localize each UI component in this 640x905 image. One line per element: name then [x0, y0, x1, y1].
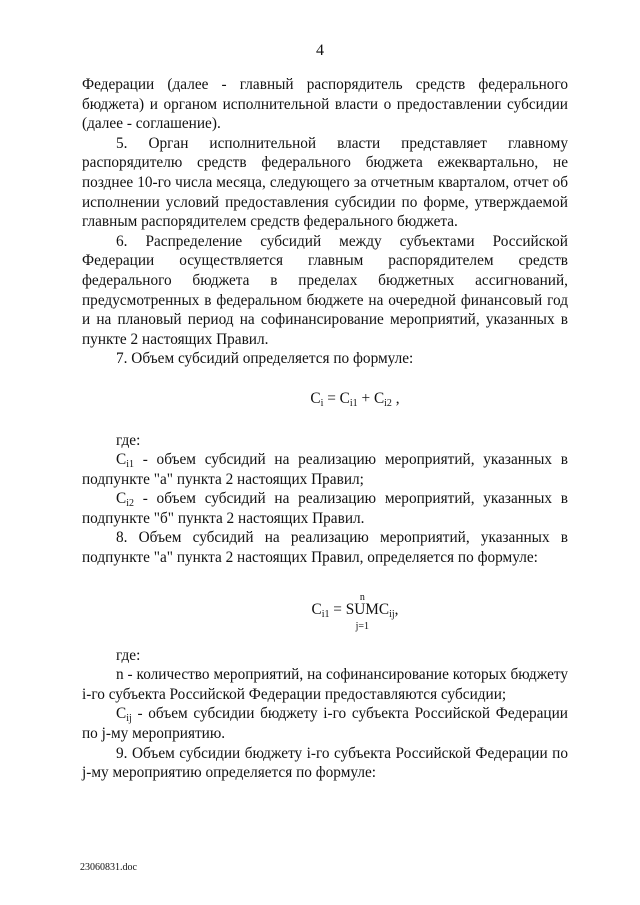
paragraph-8: 8. Объем субсидий на реализацию мероприятий, указанных в подпункте "а" пункта 2 настоящих Правил, определяется по формуле: — [82, 529, 568, 567]
paragraph-6: 6. Распределение субсидий между субъектами Российской Федерации осуществляется главным распорядителем средств федерального бюджета в пределах бюджетных ассигнований, предусмотренных в федеральном бюджете на очередной финансовый год и на плановый период на софинансирование мероприятий, указанных в пункте 2 настоящих Правил. — [82, 232, 568, 348]
footer-filename: 23060831.doc — [80, 862, 137, 873]
definition-n: n - количество мероприятий, на софинансирование которых бюджету i-го субъекта Российской Федерации предоставляются субсидии; — [82, 666, 568, 703]
definition-ci1: $C_{i1}$ - объем субсидий на реализацию мероприятий, указанных в подпункте "а" пункта 2 настоящих Правил; — [82, 451, 568, 488]
paragraph-continuation: Федерации (далее - главный распорядитель средств федерального бюджета) и органом исполнительной власти о предоставлении субсидии (далее - соглашение). — [82, 76, 568, 133]
paragraph-5: 5. Орган исполнительной власти представляет главному распорядителю средств федерального бюджета ежеквартально, не позднее 10-го числа месяца, следующего за отчетным кварталом, отчет об исполнении условий предоставления субсидии по форме, утверждаемой главным распорядителем средств федерального бюджета. — [82, 134, 568, 231]
definition-cij: $C_{ij}$ - объем субсидии бюджету i-го субъекта Российской Федерации по j-му мероприятию. — [82, 705, 568, 743]
where-label: где: — [116, 431, 141, 449]
formula-total-subsidy: $C_i = C_{i1} + C_{i2}$ , — [310, 389, 400, 409]
document-body — [82, 75, 568, 783]
page-number: 4 — [316, 42, 324, 59]
sum-operator: n SUM j=1 — [345, 591, 379, 632]
paragraph-7: 7. Объем субсидий определяется по формуле: — [116, 350, 414, 368]
paragraph-9: 9. Объем субсидии бюджету i-го субъекта Российской Федерации по j-му мероприятию определяется по формуле: — [82, 744, 568, 782]
definition-ci2: $C_{i2}$ - объем субсидий на реализацию мероприятий, указанных в подпункте "б" пункта 2 настоящих Правил. — [82, 490, 568, 527]
formula-sum: $C_{i1}$ = n SUM j=1 $C_{ij}$, — [311, 591, 399, 632]
where-label: где: — [116, 646, 141, 664]
